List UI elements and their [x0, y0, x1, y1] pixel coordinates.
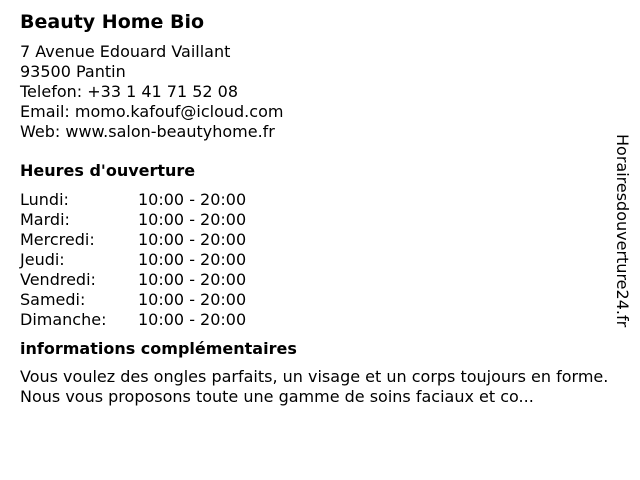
address-line-1: 7 Avenue Edouard Vaillant: [20, 42, 231, 61]
business-card: [20, 10, 620, 407]
hours-row-tuesday: [20, 210, 620, 230]
time-range: 10:00 - 20:00: [138, 210, 247, 229]
brand-watermark: Horairesdouverture24.fr: [613, 134, 632, 328]
day-label: Jeudi:: [20, 250, 65, 269]
hours-row-saturday: [20, 290, 620, 310]
day-label: Samedi:: [20, 290, 86, 309]
hours-row-monday: [20, 190, 620, 210]
phone-number: Telefon: +33 1 41 71 52 08: [20, 82, 239, 101]
hours-row-thursday: [20, 250, 620, 270]
time-range: 10:00 - 20:00: [138, 270, 247, 289]
time-range: 10:00 - 20:00: [138, 310, 247, 329]
day-label: Lundi:: [20, 190, 69, 209]
day-label: Dimanche:: [20, 310, 107, 329]
email-address: Email: momo.kafouf@icloud.com: [20, 102, 284, 121]
hours-row-friday: [20, 270, 620, 290]
time-range: 10:00 - 20:00: [138, 190, 247, 209]
time-range: 10:00 - 20:00: [138, 290, 247, 309]
day-label: Mardi:: [20, 210, 70, 229]
time-range: 10:00 - 20:00: [138, 250, 247, 269]
additional-info-text: Vous voulez des ongles parfaits, un visage et un corps toujours en forme. Nous vous proposons toute une gamme de soins faciaux et co...: [20, 367, 609, 406]
hours-row-sunday: [20, 310, 620, 330]
hours-row-wednesday: [20, 230, 620, 250]
day-label: Vendredi:: [20, 270, 96, 289]
address-line-2: 93500 Pantin: [20, 62, 126, 81]
business-name: Beauty Home Bio: [20, 11, 205, 33]
day-label: Mercredi:: [20, 230, 95, 249]
opening-hours-table: [20, 190, 620, 330]
time-range: 10:00 - 20:00: [138, 230, 247, 249]
opening-hours-heading: Heures d'ouverture: [20, 161, 196, 180]
website-address: Web: www.salon-beautyhome.fr: [20, 122, 275, 141]
additional-info-heading: informations complémentaires: [20, 339, 297, 358]
